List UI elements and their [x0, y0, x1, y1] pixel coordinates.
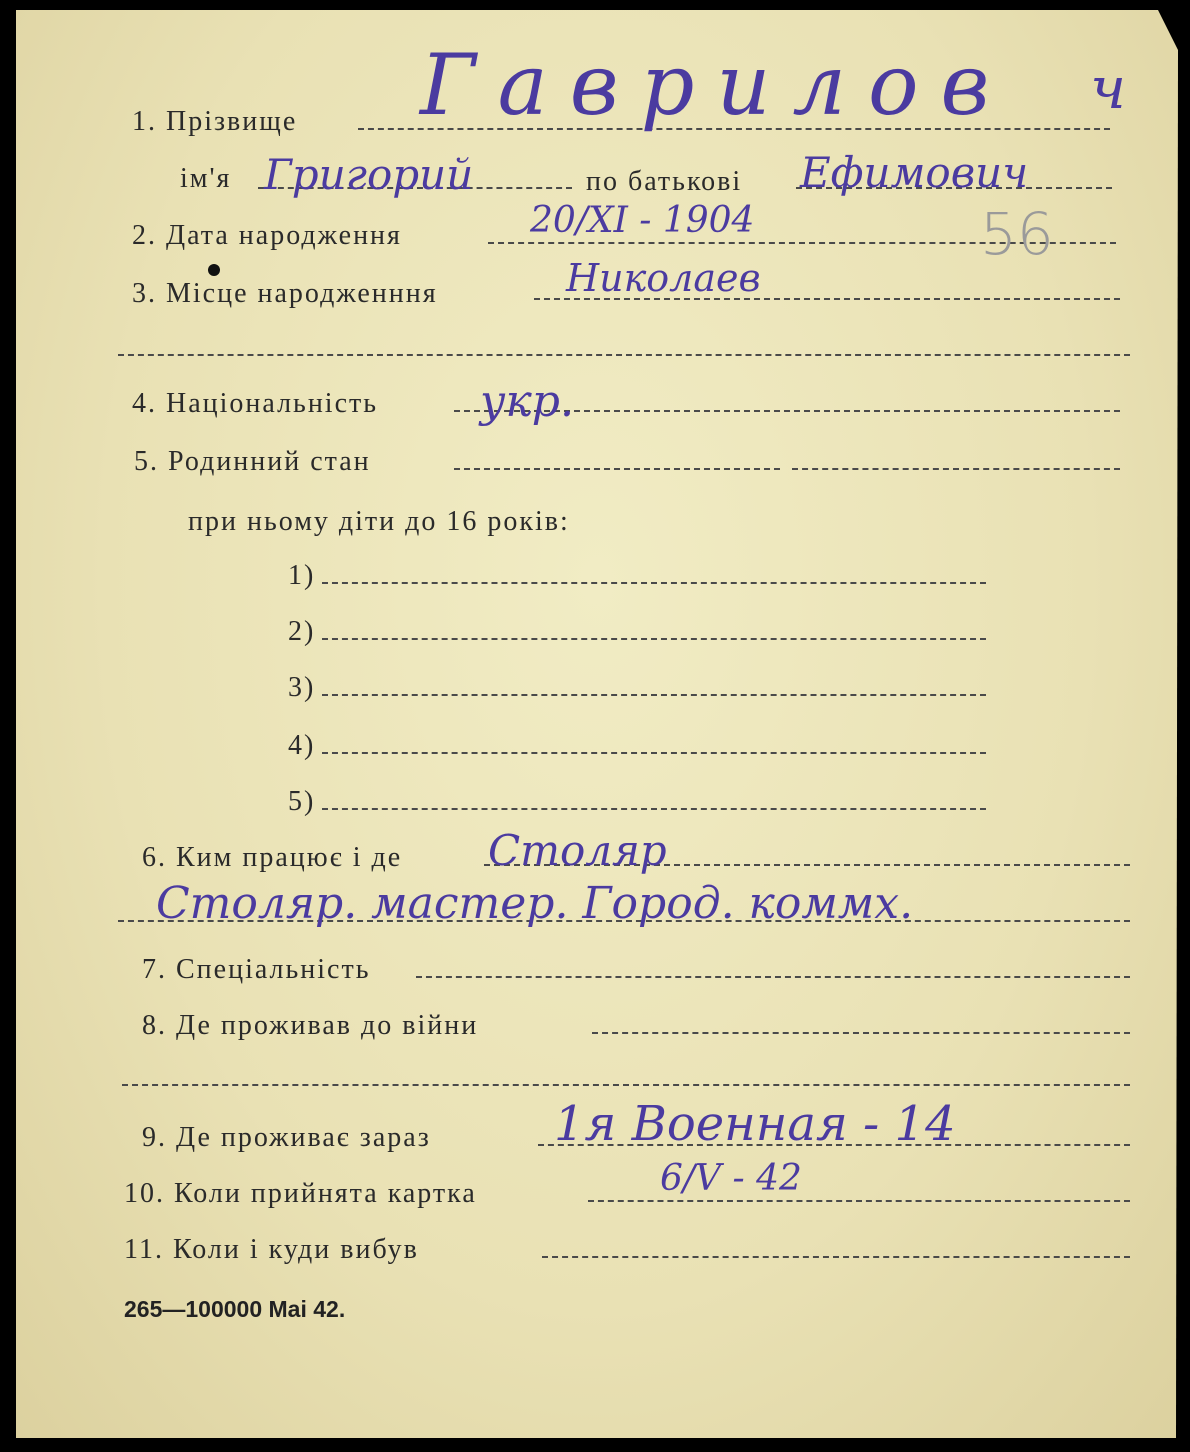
- value-work-full: Столяр. мастер. Город. коммх.: [156, 878, 914, 929]
- label-child-1: 1): [288, 560, 316, 591]
- label-specialty: 7. Спеціальність: [142, 954, 371, 985]
- value-current-residence: 1я Военная - 14: [554, 1096, 956, 1152]
- label-departure: 11. Коли і куди вибув: [124, 1234, 419, 1265]
- line-departure: [542, 1256, 1130, 1258]
- line-child-2: [322, 638, 986, 640]
- value-work-short: Столяр: [488, 826, 667, 875]
- line-card-accepted: [588, 1200, 1130, 1202]
- label-current-residence: 9. Де проживає зараз: [142, 1122, 431, 1153]
- label-child-2: 2): [288, 616, 316, 647]
- ink-blot: [208, 264, 220, 276]
- label-child-5: 5): [288, 786, 316, 817]
- label-first-name: ім'я: [180, 163, 232, 194]
- label-work: 6. Ким працює і де: [142, 842, 403, 873]
- pencil-mark: 56: [980, 200, 1054, 268]
- line-marital-status-b: [792, 468, 1120, 470]
- value-surname: Гаврилов: [420, 36, 1012, 134]
- line-child-4: [322, 752, 986, 754]
- line-prewar-residence: [592, 1032, 1130, 1034]
- label-surname: 1. Прізвище: [132, 106, 298, 137]
- value-birth-date: 20/XI - 1904: [530, 200, 755, 241]
- value-nationality: укр.: [480, 376, 574, 427]
- label-prewar-residence: 8. Де проживав до війни: [142, 1010, 479, 1041]
- value-surname-suffix: ч: [1090, 54, 1127, 122]
- label-nationality: 4. Національність: [132, 388, 379, 419]
- line-prewar-residence-extra: [122, 1084, 1130, 1086]
- label-patronymic: по батькові: [586, 166, 743, 197]
- label-children-header: при ньому діти до 16 років:: [188, 506, 570, 537]
- value-patronymic: Ефимович: [800, 148, 1029, 197]
- label-card-accepted: 10. Коли прийнята картка: [124, 1178, 477, 1209]
- line-birth-place-extra: [118, 354, 1130, 356]
- value-first-name: Григорий: [264, 150, 474, 199]
- line-child-5: [322, 808, 986, 810]
- print-info: 265—100000 Mai 42.: [124, 1296, 346, 1322]
- line-child-1: [322, 582, 986, 584]
- line-specialty: [416, 976, 1130, 978]
- line-marital-status-a: [454, 468, 780, 470]
- label-birth-place: 3. Місце народженння: [132, 278, 438, 309]
- label-marital-status: 5. Родинний стан: [134, 446, 371, 477]
- label-birth-date: 2. Дата народження: [132, 220, 402, 251]
- value-birth-place: Николаев: [566, 256, 761, 300]
- value-card-accepted: 6/V - 42: [660, 1158, 802, 1199]
- label-child-3: 3): [288, 672, 316, 703]
- label-child-4: 4): [288, 730, 316, 761]
- line-child-3: [322, 694, 986, 696]
